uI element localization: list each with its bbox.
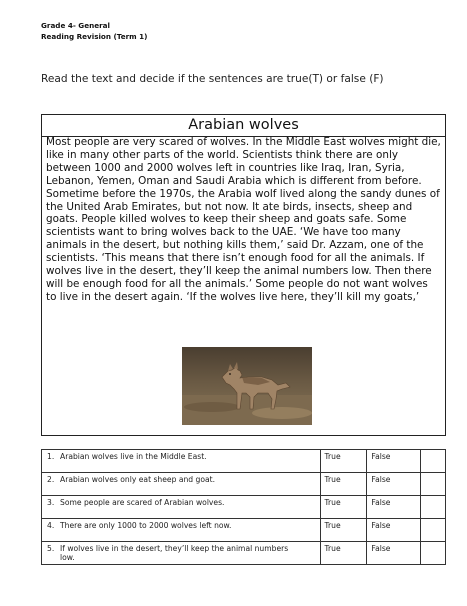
question-number: 2. — [47, 475, 55, 484]
statement-cell — [42, 519, 321, 542]
table-row — [42, 473, 446, 496]
true-option[interactable]: True — [320, 542, 367, 565]
true-option[interactable]: True — [320, 450, 367, 473]
false-option[interactable]: False — [367, 496, 421, 519]
question-text: Some people are scared of Arabian wolves. — [60, 498, 225, 507]
statement-cell — [42, 450, 321, 473]
question-text: There are only 1000 to 2000 wolves left now. — [60, 521, 232, 530]
instruction-text: Read the text and decide if the sentences are true(T) or false (F) — [41, 73, 384, 85]
true-option[interactable]: True — [320, 496, 367, 519]
table-row — [42, 450, 446, 473]
statement-cell — [42, 542, 321, 565]
true-option[interactable]: True — [320, 473, 367, 496]
statement-cell — [42, 473, 321, 496]
false-option[interactable]: False — [367, 542, 421, 565]
grade-label: Grade 4- General — [41, 21, 110, 30]
passage-body: Most people are very scared of wolves. In the Middle East wolves might die, like in many other parts of the world. Scientists think there are only between 1000 and 2000 wolves left in countries like Iraq, Iran, Syria, Lebanon, Yemen, Oman and Saudi Arabia which is different from before. Sometime before the 1970s, the Arabia wolf lived along the sandy dunes of the United Arab Emirates, but not now. It ate birds, insects, sheep and goats. People killed wolves to keep their sheep and goats safe. Some scientists want to bring wolves back to the UAE. ‘We have too many animals in the desert, but nothing kills them,’ said Dr. Azzam, one of the scientists. ‘This means that there isn’t enough food for all the animals. If wolves live in the desert, they’ll keep the animal numbers low. Then there will be enough food for all the animals.’ Some people do not want wolves to live in the desert again. ‘If the wolves live here, they’ll kill my goats,’ — [46, 136, 441, 303]
empty-cell — [421, 473, 446, 496]
empty-cell — [421, 519, 446, 542]
passage-title: Arabian wolves — [188, 117, 299, 133]
empty-cell — [421, 496, 446, 519]
question-text: Arabian wolves only eat sheep and goat. — [60, 475, 216, 484]
question-number: 5. — [47, 544, 55, 553]
question-text: Arabian wolves live in the Middle East. — [60, 452, 207, 461]
question-text: If wolves live in the desert, they’ll keep the animal numbers low. — [60, 544, 289, 562]
false-option[interactable]: False — [367, 473, 421, 496]
true-option[interactable]: True — [320, 519, 367, 542]
wolf-photo — [182, 347, 312, 425]
table-row — [42, 496, 446, 519]
revision-label: Reading Revision (Term 1) — [41, 32, 148, 41]
true-false-table — [41, 449, 446, 565]
table-row — [42, 542, 446, 565]
question-number: 1. — [47, 452, 55, 461]
question-number: 4. — [47, 521, 55, 530]
empty-cell — [421, 542, 446, 565]
question-number: 3. — [47, 498, 55, 507]
false-option[interactable]: False — [367, 519, 421, 542]
empty-cell — [421, 450, 446, 473]
false-option[interactable]: False — [367, 450, 421, 473]
statement-cell — [42, 496, 321, 519]
table-row — [42, 519, 446, 542]
